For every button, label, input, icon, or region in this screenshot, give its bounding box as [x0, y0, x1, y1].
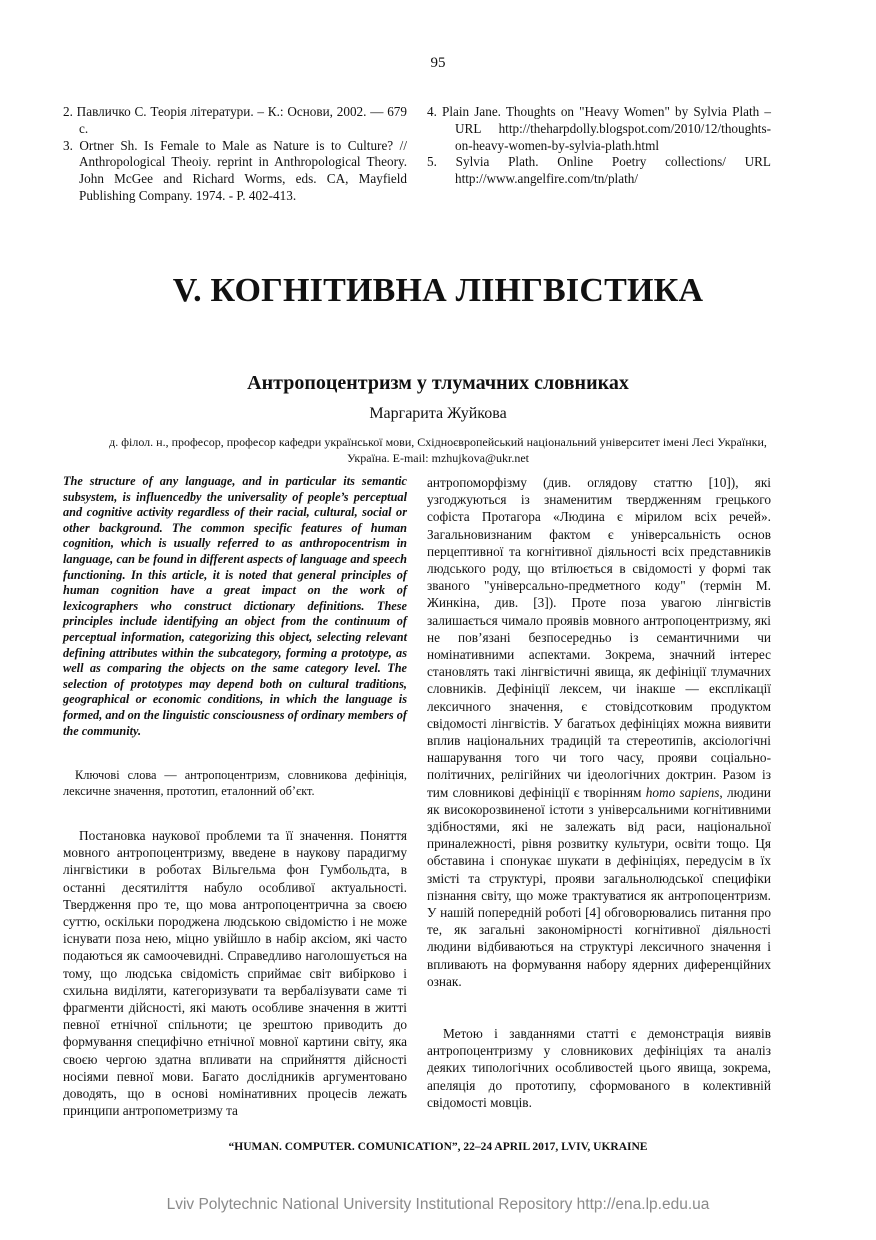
- body-text-left-column: Постановка наукової проблеми та її значення. Поняття мовного антропоцентризму, введене в наукову парадигму лінгвістики в роботах Вільгельма фон Гумбольдта, в останні десятиліття набуло особливої актуальності. Твердження про те, що мова антропоцентрична за своєю суттю, оскільки породжена людською свідомістю і не може існувати поза нею, міцно увійшло в набір аксіом, які часто подаються як самоочевидні. Справедливо наголошується на тому, що людська свідомість сприймає світ вибірково і схильна виділяти, категоризувати та вербалізувати саме ті фрагменти дійсності, які мають особливе значення в житті певної етнічної спільноти; це зрештою приводить до формування специфічно етнічної мовної картини світу, яка своєю чергою здатна впливати на сприйняття дійсності носіями певної мови. Багато дослідників аргументовано доводять, що в основі номінативних процесів лежать принципи антропометризму та: [63, 828, 407, 1119]
- body-text-segment: антропоморфізму (див. оглядову статтю [10]), які узгоджуються із знаменитим твердженням грецького софіста Протагора «Людина є мірилом всіх речей». Загальновизнаним фактом є універсальність основ перцептивної та когнітивної діяльності всіх представників людського роду, що втілюється в свідомості у формі так званого "універсально-предметного коду" (термін М. Жинкіна, див. [3]). Проте поза увагою лінгвістів залишається чимало проявів мовного антропоцентризму, які не пов’язані безпосередньо із семантичними чи номінативними аспектами. Зокрема, значний інтерес становлять такі лінгвістичні явища, як дефініції тлумачних словників. Дефініції лексем, чи інакше — експлікації лексичного значення, є стовідсотковим продуктом свідомості лінгвістів. У багатьох дефініціях можна виявити вплив національних традицій та стереотипів, аксіологічні нашарування того чи того часу, прояви соціально-політичних, релігійних чи ідеологічних доктрин. Разом із тим словникові дефініції є творінням: [427, 475, 771, 800]
- reference-item: 4. Plain Jane. Thoughts on "Heavy Women" by Sylvia Plath – URL http://theharpdolly.blogspot.com/2010/12/thoughts-on-heavy-women-by-sylvia-plath.html: [427, 104, 771, 153]
- body-text-segment: , людини як високорозвиненої істоти з універсальними когнітивними здібностями, які не залежать від раси, національної приналежності, рівня розвитку культури, освіти тощо. Ця обставина і спонукає шукати в дефініціях, передусім в їх змісті та структурі, прояви загальнолюдської специфіки пізнання світу, що може трактуватися як антропоцентризм. У нашій попередній роботі [4] обговорювались питання про те, як загальні закономірності когнітивної діяльності людини відбиваються на структурі лексичного значення і впливають на формування набору ядерних диференційних ознак.: [427, 784, 772, 989]
- italic-term: homo sapiens: [645, 784, 720, 800]
- article-title: Антропоцентризм у тлумачних словниках: [247, 372, 629, 394]
- page-number: 95: [430, 55, 446, 71]
- article-author: Маргарита Жуйкова: [369, 405, 507, 422]
- keywords: Ключові слова — антропоцентризм, словникова дефініція, лексичне значення, прототип, еталонний об’єкт.: [63, 768, 407, 798]
- reference-item: 2. Павличко С. Теорія літератури. – К.: Основи, 2002. — 679 с.: [63, 104, 407, 136]
- body-text-right-column: [427, 474, 771, 990]
- conference-footer: “HUMAN. COMPUTER. COMUNICATION”, 22–24 APRIL 2017, LVIV, UKRAINE: [228, 1141, 648, 1153]
- author-affiliation: д. філол. н., професор, професор кафедри української мови, Східноєвропейський національний університет імені Лесі Українки, Україна. E-mail: mzhujkova@ukr.net: [109, 435, 767, 465]
- reference-list-left: [63, 104, 407, 205]
- body-text-right-column-aims: Метою і завданнями статті є демонстрація виявів антропоцентризму у словникових дефініціях та аналіз деяких типологічних особливостей цього явища, зокрема, апеляція до прототипу, сформованого в колективній свідомості мовців.: [427, 1026, 771, 1110]
- reference-list-right: [427, 104, 771, 188]
- abstract: The structure of any language, and in particular its semantic subsystem, is influencedby the universality of people’s perceptual and cognitive activity regardless of their racial, cultural, social or other background. The common specific features of human cognition, which is usually referred to as anthropocentrism in language, can be found in different aspects of language and speech functioning. In this article, it is noted that general principles of human cognition have a great impact on the work of lexicographers who construct dictionary definitions. These principles include identifying an object from the continuum of perceptual information, categorizing this object, selecting relevant defining attributes within the subcategory, forming a prototype, as well as comparing the objects on the same category level. The selection of prototypes may depend both on cultural traditions, geographical or economic conditions, in which the language is formed, and on the linguistic consciousness of ordinary members of the community.: [63, 474, 407, 738]
- reference-item: 5. Sylvia Plath. Online Poetry collections/ URL http://www.angelfire.com/tn/plath/: [427, 154, 771, 187]
- reference-item: 3. Ortner Sh. Is Female to Male as Nature is to Culture? // Anthropological Theoiy. reprint in Anthropological Theory. John McGee and Richard Worms, eds. CA, Mayfield Publishing Company. 1974. - P. 402-413.: [63, 137, 407, 203]
- section-heading: V. КОГНІТИВНА ЛІНГВІСТИКА: [172, 272, 704, 309]
- repository-watermark: Lviv Polytechnic National University Institutional Repository http://ena.lp.edu.ua: [166, 1196, 710, 1213]
